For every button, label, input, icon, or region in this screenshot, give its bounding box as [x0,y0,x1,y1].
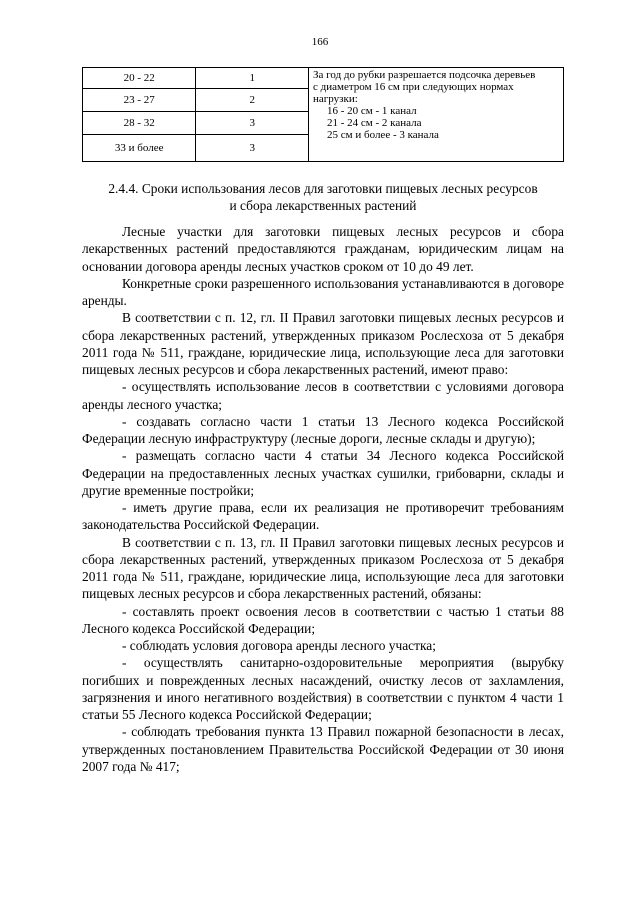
list-item: - осуществлять использование лесов в соответствии с условиями договора аренды лесного участка; [82,379,564,412]
channels-cell: 2 [196,89,309,112]
note-line: с диаметром 16 см при следующих нормах [313,81,514,93]
list-item: - соблюдать требования пункта 13 Правил пожарной безопасности в лесах, утвержденных постановлением Правительства Российской Федерации от 30 июня 2007 года № 417; [82,724,564,774]
paragraph: В соответствии с п. 13, гл. II Правил заготовки пищевых лесных ресурсов и сбора лекарственных растений, утвержденных приказом Рослесхоза от 5 декабря 2011 года № 511, граждане, юридические лица, использующие леса для заготовки пищевых лесных ресурсов и сбора лекарственных растений, обязаны: [82,534,564,602]
section-title [82,180,564,214]
table-row [83,68,564,89]
diameter-cell: 33 и более [83,135,196,162]
note-line: За год до рубки разрешается подсочка деревьев [313,69,536,81]
diameter-cell: 28 - 32 [83,112,196,135]
paragraph: Лесные участки для заготовки пищевых лесных ресурсов и сбора лекарственных растений предоставляются гражданам, юридическим лицам на основании договора аренды лесных участков сроком от 10 до 49 лет. [82,224,564,274]
list-item: - размещать согласно части 4 статьи 34 Лесного кодекса Российской Федерации на предоставленных лесных участках сушилки, грибоварни, склады и другие временные постройки; [82,448,564,498]
paragraph: Конкретные сроки разрешенного использования устанавливаются в договоре аренды. [82,275,564,308]
list-item: - иметь другие права, если их реализация не противоречит требованиям законодательства Российской Федерации. [82,500,564,533]
diameter-cell: 23 - 27 [83,89,196,112]
note-line: нагрузки: [313,93,358,105]
list-item: - осуществлять санитарно-оздоровительные мероприятия (вырубку погибших и поврежденных лесных насаждений, очистку лесов от захламления, загрязнения и иного негативного воздействия) в соответствии с пунктом 4 части 1 статьи 55 Лесного кодекса Российской Федерации; [82,655,564,722]
list-item: - составлять проект освоения лесов в соответствии с частью 1 статьи 88 Лесного кодекса Российской Федерации; [82,603,564,636]
tapping-norms-table [82,67,564,162]
section-title-line: и сбора лекарственных растений [229,198,417,213]
diameter-cell: 20 - 22 [83,68,196,89]
section-title-line: 2.4.4. Сроки использования лесов для заготовки пищевых лесных ресурсов [108,181,538,196]
note-cell [309,68,564,162]
note-item: 25 см и более - 3 канала [327,129,439,141]
paragraph: В соответствии с п. 12, гл. II Правил заготовки пищевых лесных ресурсов и сбора лекарственных растений, утвержденных приказом Рослесхоза от 5 декабря 2011 года № 511, граждане, юридические лица, использующие леса для заготовки пищевых лесных ресурсов и сбора лекарственных растений, имеют право: [82,310,564,377]
page-number: 166 [311,36,329,48]
note-item: 16 - 20 см - 1 канал [327,105,417,117]
list-item: - соблюдать условия договора аренды лесного участка; [122,638,436,653]
channels-cell: 1 [196,68,309,89]
channels-cell: 3 [196,112,309,135]
channels-cell: 3 [196,135,309,162]
list-item: - создавать согласно части 1 статьи 13 Лесного кодекса Российской Федерации лесную инфраструктуру (лесные дороги, лесные склады и другую); [82,413,564,446]
note-item: 21 - 24 см - 2 канала [327,117,422,129]
body-text [82,223,564,775]
